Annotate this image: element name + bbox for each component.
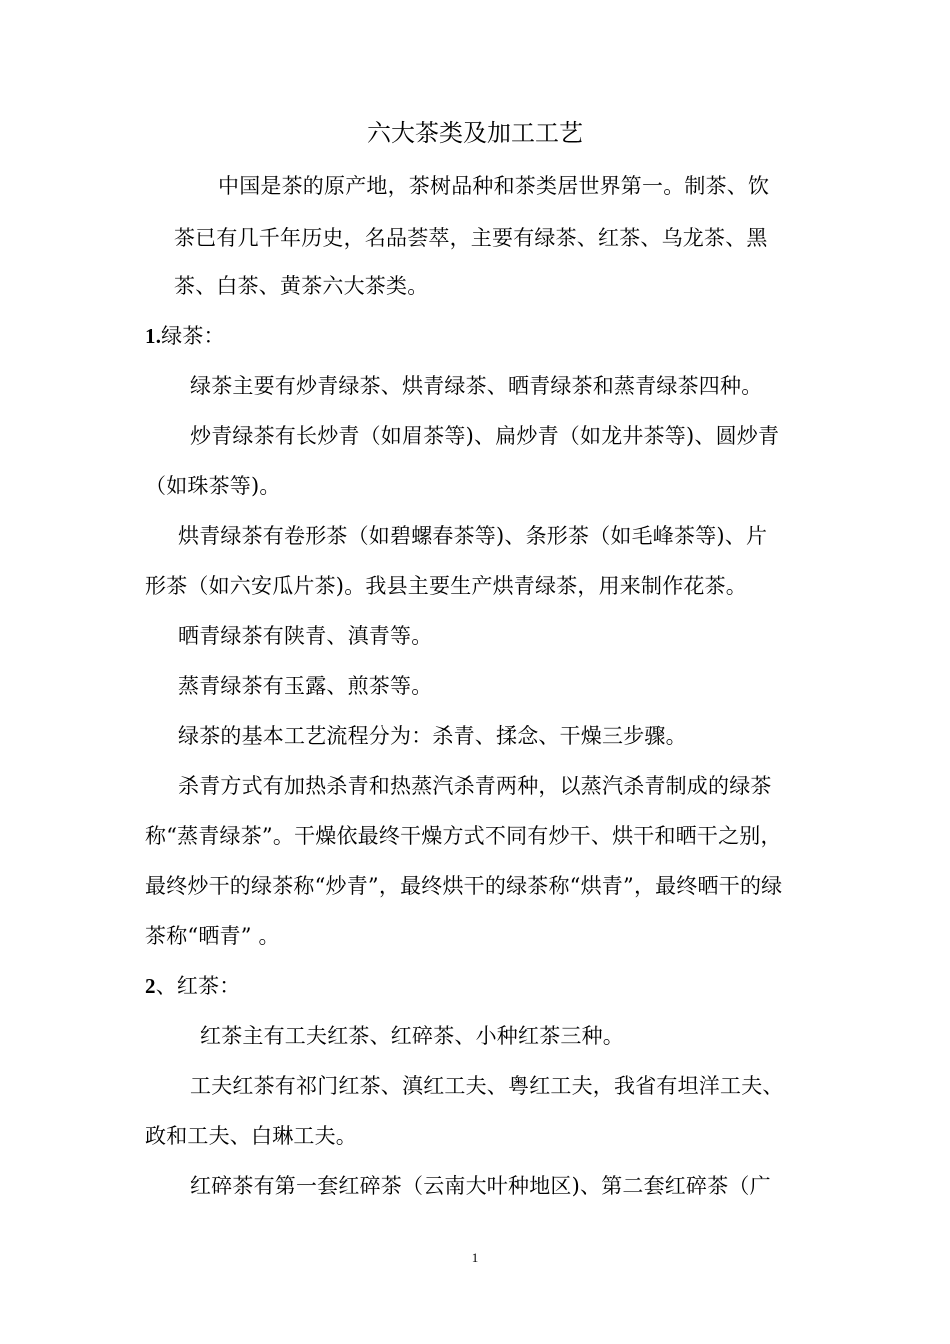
paragraph-line: 绿茶的基本工艺流程分为：杀青、揉念、干燥三步骤。 [178,724,687,748]
paragraph-line: 红碎茶有第一套红碎茶（云南大叶种地区)、第二套红碎茶（广 [190,1174,771,1198]
section-heading-text: 绿茶： [161,324,225,348]
paragraph-line: 晒青绿茶有陕青、滇青等。 [178,624,433,648]
paragraph-line: 杀青方式有加热杀青和热蒸汽杀青两种，以蒸汽杀青制成的绿茶 [178,774,772,798]
paragraph-line: 形茶（如六安瓜片茶)。我县主要生产烘青绿茶，用来制作花茶。 [145,574,747,598]
paragraph-line: 绿茶主要有炒青绿茶、烘青绿茶、晒青绿茶和蒸青绿茶四种。 [190,374,763,398]
paragraph-line: 蒸青绿茶有玉露、煎茶等。 [178,674,433,698]
intro-line-2: 茶已有几千年历史，名品荟萃，主要有绿茶、红茶、乌龙茶、黑 [174,226,768,250]
intro-line-3: 茶、白茶、黄茶六大茶类。 [174,274,429,298]
paragraph-line: （如珠茶等)。 [145,474,281,498]
paragraph-line: 政和工夫、白琳工夫。 [145,1124,357,1148]
section-number: 2 [145,974,156,998]
paragraph-line: 烘青绿茶有卷形茶（如碧螺春茶等)、条形茶（如毛峰茶等)、片 [178,524,768,548]
paragraph-line: 最终炒干的绿茶称“炒青”，最终烘干的绿茶称“烘青”，最终晒干的绿 [145,874,783,898]
paragraph-line: 工夫红茶有祁门红茶、滇红工夫、粤红工夫，我省有坦洋工夫、 [190,1074,784,1098]
section-heading-green-tea [145,322,225,350]
paragraph-line: 红茶主有工夫红茶、红碎茶、小种红茶三种。 [200,1024,624,1048]
section-number: 1. [145,324,162,348]
paragraph-line: 炒青绿茶有长炒青（如眉茶等)、扁炒青（如龙井茶等)、圆炒青 [190,424,780,448]
section-heading-text: 、红茶： [155,974,241,998]
page-number: 1 [471,1250,479,1265]
section-heading-black-tea [145,972,241,1000]
paragraph-line: 称“蒸青绿茶”。干燥依最终干燥方式不同有炒干、烘干和晒干之别， [145,824,782,848]
paragraph-line: 茶称“晒青” 。 [145,924,280,948]
intro-line-1: 中国是茶的原产地，茶树品种和茶类居世界第一。制茶、饮 [218,174,770,198]
document-title: 六大茶类及加工工艺 [367,119,583,147]
